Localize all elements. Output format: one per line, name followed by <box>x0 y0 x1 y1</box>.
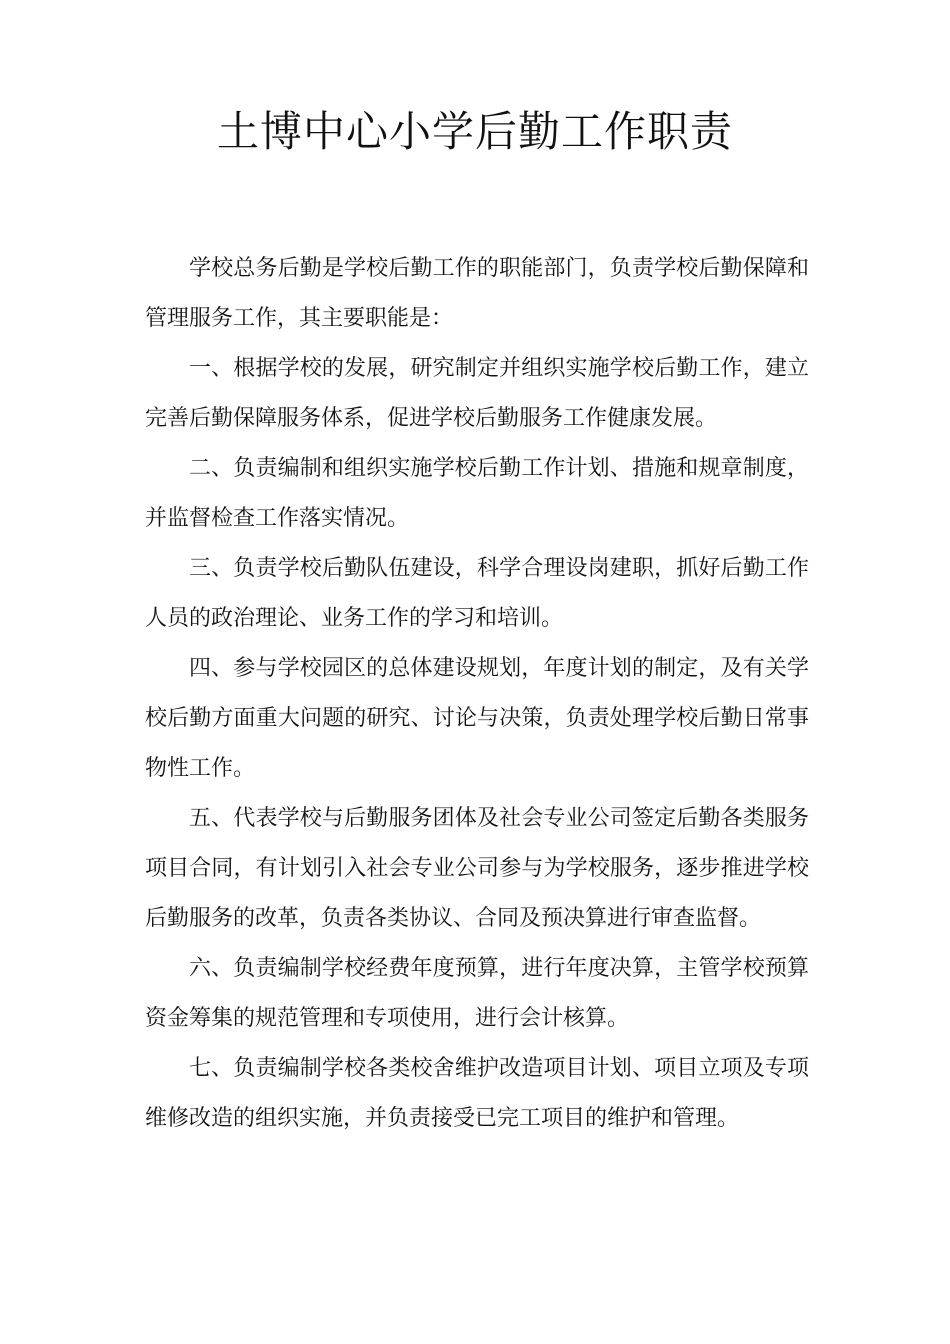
paragraph-item-7: 七、负责编制学校各类校舍维护改造项目计划、项目立项及专项维修改造的组织实施，并负责接受已完工项目的维护和管理。 <box>145 1056 809 1131</box>
paragraph-item-5: 五、代表学校与后勤服务团体及社会专业公司签定后勤各类服务项目合同，有计划引入社会专业公司参与为学校服务，逐步推进学校后勤服务的改革，负责各类协议、合同及预决算进行审查监督。 <box>145 806 809 931</box>
paragraph-item-1: 一、根据学校的发展，研究制定并组织实施学校后勤工作，建立完善后勤保障服务体系，促进学校后勤服务工作健康发展。 <box>145 356 809 431</box>
document-title: 土博中心小学后勤工作职责 <box>216 107 733 156</box>
paragraph-item-4: 四、参与学校园区的总体建设规划，年度计划的制定，及有关学校后勤方面重大问题的研究、讨论与决策，负责处理学校后勤日常事物性工作。 <box>145 656 809 781</box>
paragraph-item-6: 六、负责编制学校经费年度预算，进行年度决算，主管学校预算资金筹集的规范管理和专项使用，进行会计核算。 <box>145 956 809 1031</box>
paragraph-item-3: 三、负责学校后勤队伍建设，科学合理设岗建职，抓好后勤工作人员的政治理论、业务工作的学习和培训。 <box>145 556 809 631</box>
paragraph-intro: 学校总务后勤是学校后勤工作的职能部门，负责学校后勤保障和管理服务工作，其主要职能是： <box>145 256 809 331</box>
document-body <box>145 244 809 1144</box>
paragraph-item-2: 二、负责编制和组织实施学校后勤工作计划、措施和规章制度，并监督检查工作落实情况。 <box>145 456 809 531</box>
